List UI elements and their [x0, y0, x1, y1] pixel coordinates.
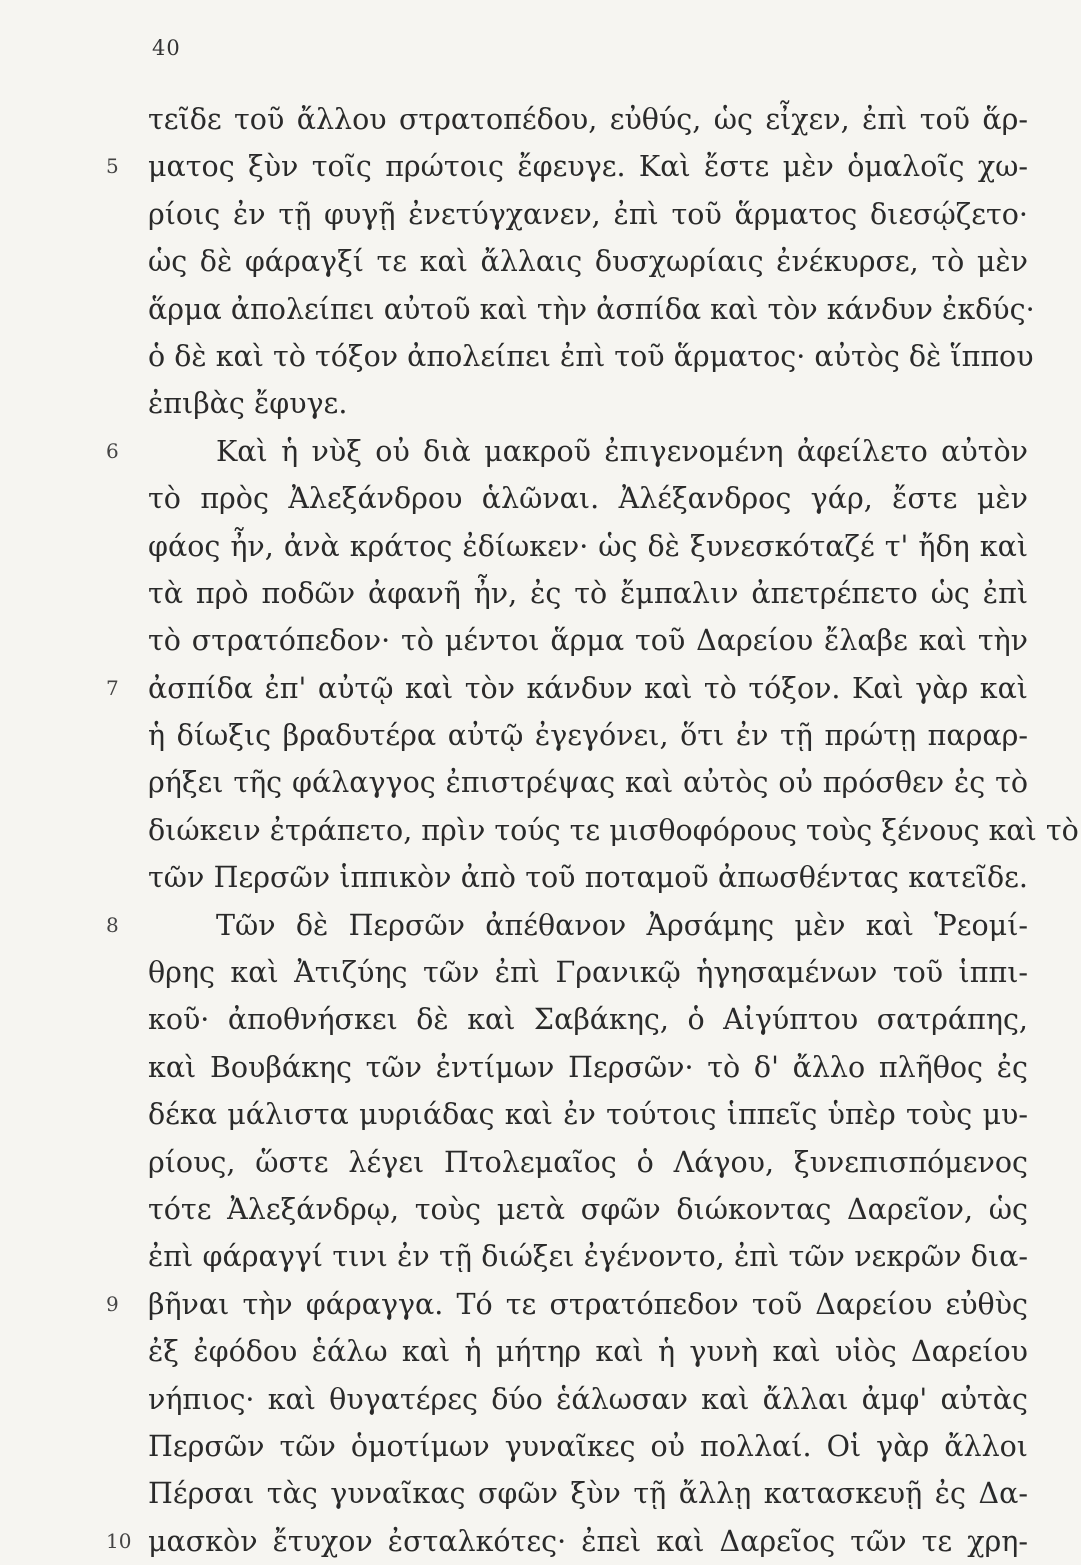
- line-text: νήπιος· καὶ θυγατέρες δύο ἑάλωσαν καὶ ἄλλαι ἀμφ' αὐτὰς: [148, 1382, 1028, 1416]
- page-number: 40: [152, 36, 181, 60]
- text-line: [106, 1518, 1028, 1565]
- text-line: [148, 333, 1034, 380]
- line-text: τεῖδε τοῦ ἄλλου στρατοπέδου, εὐθύς, ὡς εἶχεν, ἐπὶ τοῦ ἅρ-: [148, 103, 1028, 136]
- text-line: [148, 286, 1035, 333]
- text-line: [148, 191, 1028, 238]
- line-text: Πέρσαι τὰς γυναῖκας σφῶν ξὺν τῇ ἄλλῃ κατασκευῇ ἐς Δα-: [148, 1477, 1028, 1511]
- line-text: βῆναι τὴν φάραγγα. Τό τε στρατόπεδον τοῦ Δαρείου εὐθὺς: [148, 1287, 1028, 1321]
- text-line: [148, 1091, 1028, 1138]
- text-line: [148, 996, 1028, 1043]
- line-text: ὁ δὲ καὶ τὸ τόξον ἀπολείπει ἐπὶ τοῦ ἅρματος· αὐτὸς δὲ ἵππου: [148, 339, 1034, 373]
- section-number: 6: [106, 438, 119, 463]
- section-number: 8: [106, 912, 119, 937]
- text-line: [148, 1328, 1028, 1375]
- text-line: [148, 1139, 1028, 1186]
- text-line: [148, 570, 1028, 617]
- text-line: [106, 902, 1028, 949]
- line-text: θρης καὶ Ἀτιζύης τῶν ἐπὶ Γρανικῷ ἡγησαμένων τοῦ ἱππι-: [148, 956, 1028, 990]
- text-line: [148, 523, 1028, 570]
- greek-text-body: [106, 96, 1079, 1565]
- text-line: [106, 1281, 1028, 1328]
- text-line: [148, 1470, 1028, 1517]
- text-line: [148, 1044, 1028, 1091]
- line-text: διώκειν ἐτράπετο, πρὶν τούς τε μισθοφόρους τοὺς ξένους καὶ τὸ: [148, 813, 1079, 847]
- line-text: Περσῶν τῶν ὁμοτίμων γυναῖκες οὐ πολλαί. Οἱ γὰρ ἄλλοι: [148, 1429, 1028, 1463]
- text-line: [148, 1233, 1028, 1280]
- line-text: ρήξει τῆς φάλαγγος ἐπιστρέψας καὶ αὐτὸς οὐ πρόσθεν ἐς τὸ: [148, 766, 1028, 800]
- line-text: ρίοις ἐν τῇ φυγῇ ἐνετύγχανεν, ἐπὶ τοῦ ἅρματος διεσῴζετο·: [148, 197, 1028, 231]
- text-line: [148, 475, 1028, 522]
- line-text: τότε Ἀλεξάνδρῳ, τοὺς μετὰ σφῶν διώκοντας Δαρεῖον, ὡς: [148, 1192, 1028, 1226]
- line-text: Καὶ ἡ νὺξ οὐ διὰ μακροῦ ἐπιγενομένη ἀφείλετο αὐτὸν: [216, 434, 1028, 468]
- section-number: 7: [106, 675, 119, 700]
- line-text: Τῶν δὲ Περσῶν ἀπέθανον Ἀρσάμης μὲν καὶ Ῥεομί-: [216, 908, 1028, 942]
- line-text: ἅρμα ἀπολείπει αὐτοῦ καὶ τὴν ἀσπίδα καὶ τὸν κάνδυν ἐκδύς·: [148, 292, 1035, 326]
- line-text: κοῦ· ἀποθνήσκει δὲ καὶ Σαβάκης, ὁ Αἰγύπτου σατράπης,: [148, 1003, 1028, 1037]
- line-text: ματος ξὺν τοῖς πρώτοις ἔφευγε. Καὶ ἔστε μὲν ὁμαλοῖς χω-: [148, 150, 1028, 184]
- line-text: μασκὸν ἔτυχον ἐσταλκότες· ἐπεὶ καὶ Δαρεῖος τῶν τε χρη-: [148, 1524, 1028, 1558]
- line-text: ἐπιβὰς ἔφυγε.: [148, 387, 348, 421]
- text-line: [148, 1186, 1028, 1233]
- text-line: [148, 712, 1028, 759]
- text-line: [148, 96, 1028, 143]
- text-line: [106, 428, 1028, 475]
- line-text: ἐπὶ φάραγγί τινι ἐν τῇ διώξει ἐγένοντο, ἐπὶ τῶν νεκρῶν δια-: [148, 1240, 1028, 1274]
- line-text: ἡ δίωξις βραδυτέρα αὐτῷ ἐγεγόνει, ὅτι ἐν τῇ πρώτῃ παραρ-: [148, 719, 1028, 753]
- text-line: [148, 949, 1028, 996]
- text-line: [148, 1423, 1028, 1470]
- line-text: τὸ πρὸς Ἀλεξάνδρου ἁλῶναι. Ἀλέξανδρος γάρ, ἔστε μὲν: [148, 482, 1028, 516]
- text-line: [106, 665, 1028, 712]
- section-number: 5: [106, 154, 119, 179]
- text-line: [148, 759, 1028, 806]
- text-line: [148, 1376, 1028, 1423]
- line-text: ἐξ ἐφόδου ἑάλω καὶ ἡ μήτηρ καὶ ἡ γυνὴ καὶ υἱὸς Δαρείου: [148, 1335, 1028, 1369]
- line-text: ρίους, ὥστε λέγει Πτολεμαῖος ὁ Λάγου, ξυνεπισπόμενος: [148, 1145, 1028, 1179]
- text-line: [148, 807, 1079, 854]
- line-text: τὸ στρατόπεδον· τὸ μέντοι ἅρμα τοῦ Δαρείου ἔλαβε καὶ τὴν: [148, 624, 1028, 658]
- line-text: ὡς δὲ φάραγξί τε καὶ ἄλλαις δυσχωρίαις ἐνέκυρσε, τὸ μὲν: [148, 245, 1028, 279]
- text-line: [148, 380, 1028, 427]
- line-text: καὶ Βουβάκης τῶν ἐντίμων Περσῶν· τὸ δ' ἄλλο πλῆθος ἐς: [148, 1050, 1028, 1084]
- line-text: φάος ἦν, ἀνὰ κράτος ἐδίωκεν· ὡς δὲ ξυνεσκόταζέ τ' ἤδη καὶ: [148, 529, 1028, 563]
- text-line: [148, 854, 1028, 901]
- line-text: τὰ πρὸ ποδῶν ἀφανῆ ἦν, ἐς τὸ ἔμπαλιν ἀπετρέπετο ὡς ἐπὶ: [148, 576, 1028, 610]
- text-line: [148, 617, 1028, 664]
- line-text: τῶν Περσῶν ἱππικὸν ἀπὸ τοῦ ποταμοῦ ἀπωσθέντας κατεῖδε.: [148, 861, 1028, 895]
- section-number: 10: [106, 1528, 132, 1553]
- line-text: ἀσπίδα ἐπ' αὐτῷ καὶ τὸν κάνδυν καὶ τὸ τόξον. Καὶ γὰρ καὶ: [148, 671, 1028, 705]
- line-text: δέκα μάλιστα μυριάδας καὶ ἐν τούτοις ἱππεῖς ὑπὲρ τοὺς μυ-: [148, 1098, 1028, 1132]
- section-number: 9: [106, 1291, 119, 1316]
- text-line: [148, 238, 1028, 285]
- text-line: [106, 143, 1028, 190]
